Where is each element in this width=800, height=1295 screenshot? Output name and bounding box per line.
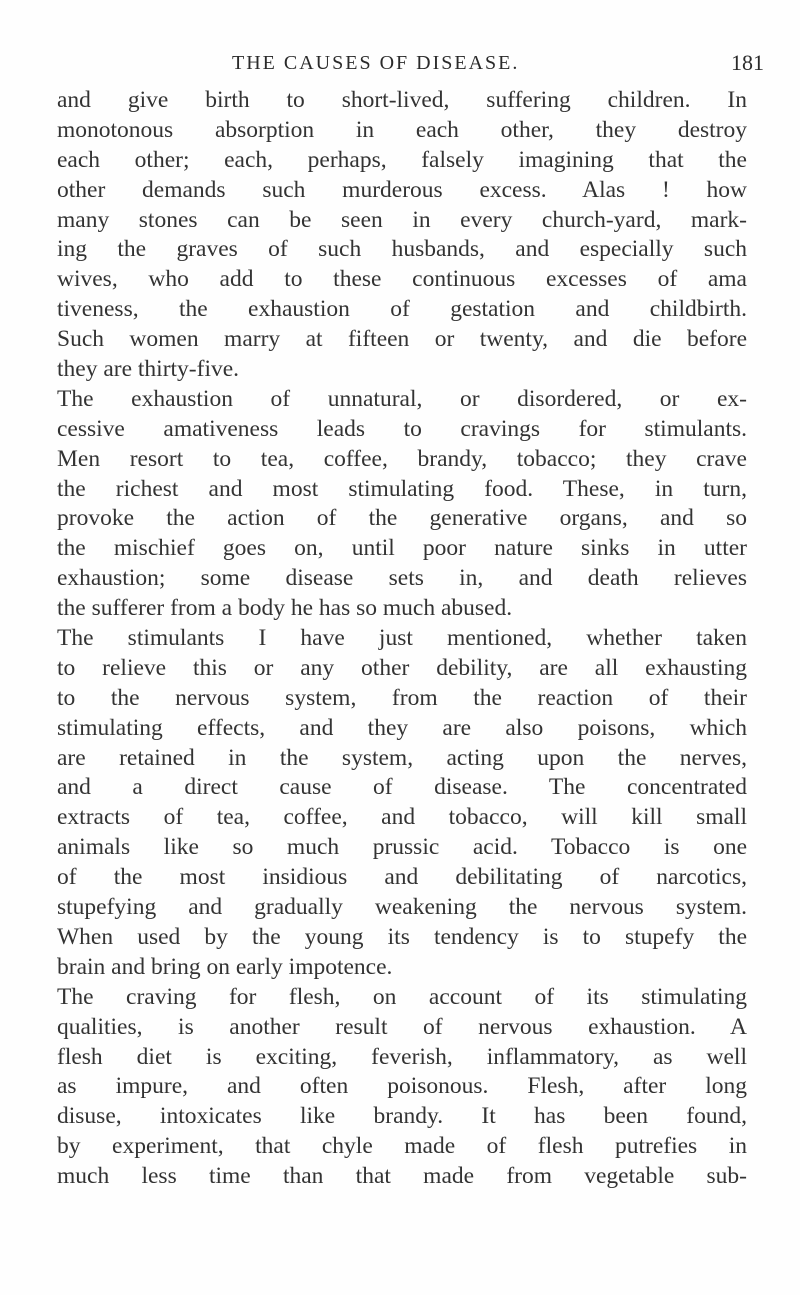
text-line: The stimulants I have just mentioned, whether taken [57,625,747,652]
text-line: extracts of tea, coffee, and tobacco, will kill small [57,804,747,831]
text-line: Such women marry at fifteen or twenty, and die before [57,326,747,353]
text-line: each other; each, perhaps, falsely imagining that the [57,146,747,173]
text-line: The exhaustion of unnatural, or disordered, or ex- [57,385,747,412]
page-number: 181 [731,50,764,75]
text-line: much less time than that made from vegetable sub- [57,1163,747,1190]
text-line: the richest and most stimulating food. These, in turn, [57,475,747,502]
text-line: they are thirty-five. [57,356,240,383]
text-line: to relieve this or any other debility, are all exhausting [57,654,747,681]
text-line: and give birth to short-lived, suffering children. In [57,87,747,113]
text-line: many stones can be seen in every church-yard, mark- [57,206,747,233]
text-line: are retained in the system, acting upon the nerves, [57,744,747,771]
text-line: to the nervous system, from the reaction of their [57,684,747,711]
text-line: stupefying and gradually weakening the nervous system. [57,894,747,921]
text-line: brain and bring on early impotence. [57,953,393,980]
text-line: by experiment, that chyle made of flesh putrefies in [57,1133,747,1160]
text-line: exhaustion; some disease sets in, and death relieves [57,565,747,592]
text-line: Men resort to tea, coffee, brandy, tobacco; they crave [57,445,747,472]
body-text [57,86,747,1192]
text-line: and a direct cause of disease. The concentrated [57,774,747,801]
text-line: ing the graves of such husbands, and especially such [57,236,747,263]
text-line: provoke the action of the generative organs, and so [57,505,747,532]
text-line: the sufferer from a body he has so much abused. [57,595,513,622]
text-line: as impure, and often poisonous. Flesh, after long [57,1073,747,1100]
running-head-title: THE CAUSES OF DISEASE. [232,52,520,74]
text-line: disuse, intoxicates like brandy. It has been found, [57,1103,747,1130]
text-line: The craving for flesh, on account of its stimulating [57,983,747,1010]
running-head [0,52,800,78]
text-line: tiveness, the exhaustion of gestation and childbirth. [57,296,747,323]
text-line: other demands such murderous excess. Alas ! how [57,176,747,203]
text-line: monotonous absorption in each other, they destroy [57,116,747,143]
text-line: animals like so much prussic acid. Tobacco is one [57,834,747,861]
text-line: the mischief goes on, until poor nature sinks in utter [57,535,747,562]
text-line: cessive amativeness leads to cravings for stimulants. [57,415,747,442]
text-line: When used by the young its tendency is to stupefy the [57,923,747,950]
text-line: wives, who add to these continuous excesses of ama [57,266,747,293]
text-line: qualities, is another result of nervous exhaustion. A [57,1013,747,1040]
text-line: flesh diet is exciting, feverish, inflammatory, as well [57,1043,747,1070]
text-line: stimulating effects, and they are also poisons, which [57,714,747,741]
text-line: of the most insidious and debilitating of narcotics, [57,864,747,891]
